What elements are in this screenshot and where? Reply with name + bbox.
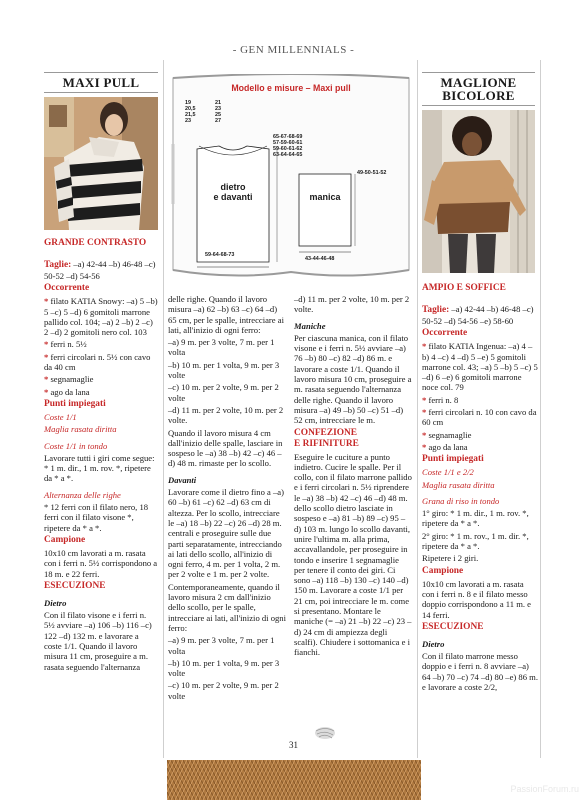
yarn-ball-icon: [308, 722, 342, 740]
body-width-label: 59-64-68-73: [205, 252, 235, 258]
finishing-heading: CONFEZIONE: [294, 427, 358, 438]
finishing-text: Eseguire le cuciture a punto indietro. Cucire le spalle. Per il collo, con il filato marrone pallido e i ferri circolari n. 5½ riprendere le –a) 38 –b) 42 –c) 46 –d) 48 m. dello scollo dietro lasciate in sospeso e –a) 81 –b) 89 –c) 95 –d) 103 m. lungo lo scollo davanti, unire l'ultima m. alla prima, accavallandole, per proseguire in tondo e inserire 1 segnamaglie per tenere il conto dei giri. Ci sono –a) 118 –b) 130 –c) 140 –d) 150 m. Lavorare a coste 1/1 per 21 cm, poi intrecciare le m. come si presentano. Montare le maniche (= –a) 21 –b) 22 –c) 23 –d) 24 cm di ampiezza degli scalfi). Chiudere i sottomanica e i fianchi.: [294, 451, 412, 658]
riso-heading: Grana di riso in tondo: [422, 495, 500, 506]
sleeve-height-label: 49-50-51-52: [357, 170, 387, 176]
model-photo-striped-sweater: [44, 97, 158, 230]
knit-texture-image: [167, 760, 421, 800]
body-label-line: e davanti: [213, 192, 253, 202]
alternation-text: * 12 ferri con il filato nero, 18 ferri con il filato visone *, ripetere da * a *.: [44, 502, 149, 533]
measure-label: 63-64-64-65: [273, 152, 303, 158]
alternation-heading: Alternanza delle righe: [44, 489, 121, 500]
sizes-line: [44, 259, 158, 281]
stitch-name: Maglia rasata diritta: [44, 424, 117, 435]
swatch-text: 10x10 cm lavorati a m. rasata con i ferri n. 8 e il filato messo doppio corrispondono a 11 m. e 14 ferri.: [422, 578, 531, 620]
measure-label: 23: [215, 106, 221, 112]
neck-measure-col1: [185, 100, 196, 124]
model-photo-two-tone-sweater: [422, 110, 535, 273]
measure-label: 23: [185, 118, 191, 124]
sizes-label: Taglie:: [422, 305, 450, 315]
material-item: * filato KATIA Ingenua: –a) 4 –b) 4 –c) 4 –d) 5 –e) 5 gomitoli marrone col. 43; –a) 5 –b) 5 –c) 5 –d) 6 –e) 6 gomitoli marrone noce col. 79: [422, 341, 538, 392]
swatch-heading: Campione: [422, 565, 464, 576]
page-number: 31: [289, 740, 298, 750]
finishing-heading: E RIFINITURE: [294, 438, 359, 449]
maniche-heading: Maniche: [294, 320, 326, 331]
paragraph: –a) 9 m. per 3 volte, 7 m. per 1 volta: [168, 337, 275, 358]
materials-heading: Occorrente: [422, 328, 468, 339]
stitches-heading: Punti impiegati: [422, 454, 484, 465]
body-label-line: dietro: [220, 182, 246, 192]
paragraph: –b) 10 m. per 1 volta, 9 m. per 3 volte: [168, 359, 280, 381]
measure-label: 59-60-61-62: [273, 146, 303, 152]
watermark: PassionForum.ru: [510, 784, 579, 794]
measure-label: 57-59-60-61: [273, 140, 303, 146]
left-column: [44, 72, 158, 93]
diagram-title: Modello e misure – Maxi pull: [231, 83, 351, 93]
sleeve-width-label: 43-44-46-48: [305, 256, 335, 262]
riso-line: Ripetere i 2 giri.: [422, 553, 479, 564]
middle-column-1: [168, 294, 287, 703]
measure-label: 21: [215, 100, 221, 106]
measure-label: 19: [185, 100, 191, 106]
right-column-text: [422, 283, 538, 694]
sizes-value: –a) 42-44 –b) 46-48 –c) 50-52 –d) 54-56: [44, 259, 156, 281]
coste-text: Lavorare tutti i giri come segue: * 1 m. dir., 1 m. rov. *, ripetere da * a *.: [44, 452, 155, 484]
paragraph: delle righe. Quando il lavoro misura –a) 62 –b) 63 –c) 64 –d) 65 cm, per le spalle, intrecciare ai lati, all'inizio di ogni ferro:: [168, 294, 284, 335]
riso-line: 1° giro: * 1 m. dir., 1 m. rov. *, ripetere da * a *.: [422, 508, 529, 529]
material-item: * ferri n. 8: [422, 395, 538, 405]
sizes-line: [422, 304, 538, 326]
stitch-name: Coste 1/1: [44, 411, 77, 422]
title-line: MAGLIONE: [440, 75, 517, 90]
left-column-text: [44, 238, 158, 674]
sizes-value: –a) 42-44 –b) 46-48 –c) 50-52 –d) 54-56 –e) 58-60: [422, 304, 534, 326]
material-item: * segnamaglie: [422, 430, 538, 440]
column-divider: [540, 60, 541, 758]
execution-heading: ESECUZIONE: [422, 621, 484, 632]
material-item: * ferri circolari n. 10 con cavo da 60 cm: [422, 407, 538, 428]
measure-label: 27: [215, 118, 221, 124]
material-item: * filato KATIA Snowy: –a) 5 –b) 5 –c) 5 –d) 6 gomitoli marrone pallido col. 104; –a) 2 –b) 2 –c) 2 –d) 2 gomitoli nero col. 103: [44, 296, 158, 337]
riso-line: 2° giro: * 1 m. rov., 1 m. dir. *, ripetere da * a *.: [422, 530, 529, 552]
neck-measure-col2: [215, 100, 221, 124]
swatch-heading: Campione: [44, 534, 86, 545]
photo-maxi-pull: [44, 97, 158, 230]
schematic-diagram: [169, 74, 413, 284]
paragraph: Contemporaneamente, quando il lavoro misura 2 cm dall'inizio dello scollo, per le spalle, intrecciare ai lati, all'inizio di ogni ferro:: [168, 581, 286, 633]
article-title-maglione-bicolore: [422, 72, 535, 106]
paragraph: Lavorare come il dietro fino a –a) 60 –b) 61 –c) 62 –d) 63 cm di altezza. Per lo scollo, intrecciare le –a) 18 –b) 22 –c) 26 –d) 28 m. centrali e proseguire sulle due parti separatamente, intrecciando ai lati dello scollo, all'inizio di ogni ferro, 4 m. per 1 volta, 2 m. per 2 volte e 1 m. per 2 volte.: [168, 487, 284, 580]
section-heading: AMPIO E SOFFICE: [422, 283, 506, 293]
body-piece-label: [197, 182, 269, 202]
davanti-heading: Davanti: [168, 474, 197, 485]
column-divider: [163, 60, 164, 758]
sleeve-label: manica: [309, 192, 341, 202]
coste-heading: Coste 1/1 in tondo: [44, 440, 108, 451]
dietro-text: Con il filato marrone messo doppio e i ferri n. 8 avviare –a) 64 –b) 70 –c) 74 –d) 80 –e) 86 m. e lavorare a coste 2/2,: [422, 651, 538, 693]
stitch-name: Coste 1/1 e 2/2: [422, 467, 474, 478]
stitches-heading: Punti impiegati: [44, 398, 106, 409]
material-item: * segnamaglie: [44, 374, 158, 384]
measure-label: 65-67-68-69: [273, 134, 303, 140]
measure-label: 20,5: [185, 106, 196, 112]
middle-column-2: [294, 294, 412, 660]
paragraph: –d) 11 m. per 2 volte, 10 m. per 2 volte.: [168, 404, 284, 426]
article-title-maxi-pull: MAXI PULL: [44, 72, 158, 93]
paragraph: –c) 10 m. per 2 volte, 9 m. per 2 volte: [168, 680, 279, 701]
swatch-text: 10x10 cm lavorati a m. rasata con i ferri n. 5½ corrispondono a 18 m. e 22 ferri.: [44, 547, 158, 579]
maniche-text: Per ciascuna manica, con il filato visone e i ferri n. 5½ avviare –a) 76 –b) 80 –c) 82 –d) 86 m. e lavorare a coste 1/1. Quando il lavoro misura 10 cm, proseguire a m. rasata seguendo l'alternanza delle righe. Quando il lavoro misura –a) 49 –b) 50 –c) 51 –d) 52 cm, intrecciare le m.: [294, 332, 412, 426]
sizes-label: Taglie:: [44, 260, 72, 270]
dietro-heading: Dietro: [44, 597, 67, 608]
material-item: * ferri n. 5½: [44, 339, 158, 349]
materials-heading: Occorrente: [44, 283, 90, 294]
dietro-text: Con il filato visone e i ferri n. 5½ avviare –a) 106 –b) 116 –c) 122 –d) 132 m. e lavorare a coste 1/1. Quando il lavoro misura 11 cm, proseguire a m. rasata seguendo l'alternanza: [44, 610, 152, 672]
measure-label: 21,5: [185, 112, 196, 118]
right-column: [422, 72, 535, 106]
paragraph: –b) 10 m. per 1 volta, 9 m. per 3 volte: [168, 657, 280, 679]
shoulder-measures: [273, 134, 302, 158]
paragraph: –a) 9 m. per 3 volte, 7 m. per 1 volta: [168, 635, 275, 656]
material-item: * ferri circolari n. 5½ con cavo da 40 cm: [44, 352, 158, 373]
stitch-name: Maglia rasata diritta: [422, 479, 495, 490]
column-divider: [417, 60, 418, 758]
dietro-heading: Dietro: [422, 638, 445, 649]
material-item: * ago da lana: [422, 442, 538, 452]
execution-heading: ESECUZIONE: [44, 580, 106, 591]
title-line: BICOLORE: [442, 88, 515, 103]
measure-label: 25: [215, 112, 221, 118]
material-item: * ago da lana: [44, 387, 158, 397]
paragraph: Quando il lavoro misura 4 cm dall'inizio delle spalle, lasciare in sospeso le –a) 38 –b) 42 –c) 46 –d) 48 m. rimaste per lo scollo.: [168, 427, 283, 469]
photo-maglione-bicolore: [422, 110, 535, 273]
paragraph: –d) 11 m. per 2 volte, 10 m. per 2 volte.: [294, 294, 410, 315]
section-heading: GRANDE CONTRASTO: [44, 238, 147, 248]
page-header: - GEN MILLENNIALS -: [232, 44, 355, 56]
paragraph: –c) 10 m. per 2 volte, 9 m. per 2 volte: [168, 382, 279, 403]
